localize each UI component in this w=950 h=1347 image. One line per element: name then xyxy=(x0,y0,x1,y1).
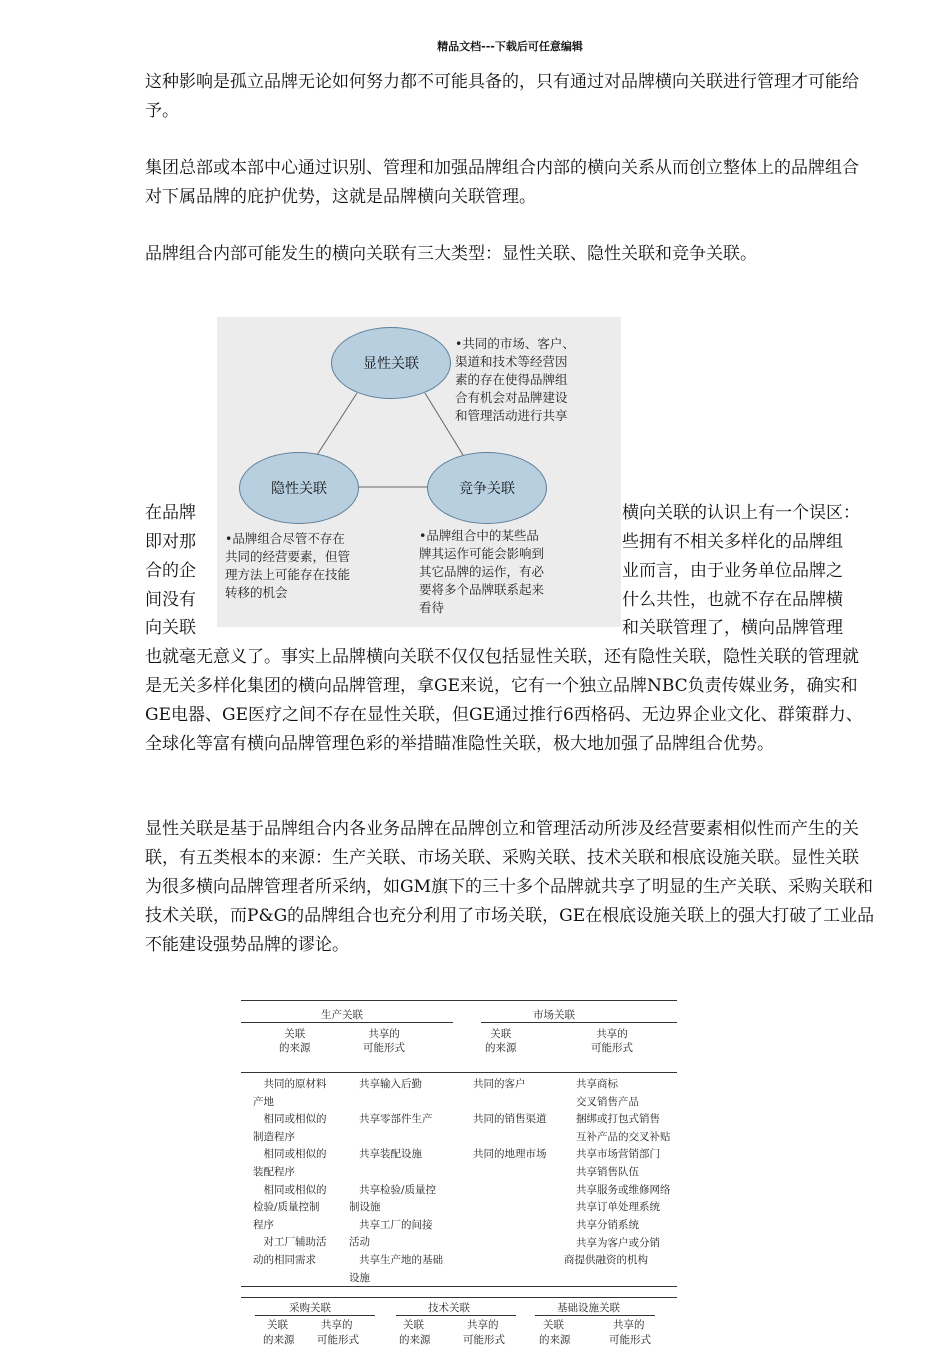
wrap-left-line-5: 向关联 xyxy=(145,618,196,638)
table-col-form-production: 共享的 可能形式 xyxy=(363,1028,405,1054)
table-col: 关联 xyxy=(403,1319,424,1331)
table-col-source-market: 关联 的来源 xyxy=(485,1028,517,1054)
table-rule xyxy=(255,1315,375,1316)
paragraph-3: 品牌组合内部可能发生的横向关联有三大类型：显性关联、隐性关联和竞争关联。 xyxy=(145,244,757,264)
production-source-cell: 相同或相似的 xyxy=(253,1148,327,1161)
note-implicit-relation: •品牌组合尽管不存在 共同的经营要素，但管 理方法上可能存在技能 转移的机会 xyxy=(225,531,351,600)
wrap-left-line-1: 在品牌 xyxy=(145,503,196,523)
page-header: 精品文档---下载后可任意编辑 xyxy=(437,40,583,53)
wrap-right-line-2: 些拥有不相关多样化的品牌组 xyxy=(622,532,843,552)
table-col: 共享的 xyxy=(613,1319,645,1331)
relation-table-figure xyxy=(231,999,686,1344)
production-source-cell: 制造程序 xyxy=(253,1130,295,1143)
production-form-cell: 制设施 xyxy=(349,1201,381,1214)
wrap-left-line-4: 间没有 xyxy=(145,590,196,610)
paragraph-2: 集团总部或本部中心通过识别、管理和加强品牌组合内部的横向关系从而创立整体上的品牌组合对下属品牌的庇护优势，这就是品牌横向关联管理。 xyxy=(145,158,859,207)
production-form-cell: 共享装配设施 xyxy=(359,1148,422,1161)
table-rule xyxy=(241,1297,677,1298)
production-form-cell: 共享输入后勤 xyxy=(359,1078,422,1090)
wrap-right-line-5: 和关联管理了，横向品牌管理 xyxy=(622,618,843,638)
market-form: 共享服务或维修网络 xyxy=(576,1184,671,1196)
production-source-cell: 装配程序 xyxy=(253,1166,295,1178)
wrap-left-line-2: 即对那 xyxy=(145,532,196,552)
table-title-market: 市场关联 xyxy=(533,1009,575,1021)
production-source-cell: 检验/质量控制 xyxy=(253,1201,320,1214)
table-title-infrastructure: 基础设施关联 xyxy=(557,1302,620,1314)
production-form-cell: 设施 xyxy=(349,1271,370,1284)
table-col-form-market: 共享的 可能形式 xyxy=(591,1028,633,1054)
market-form: 共享商标 xyxy=(576,1078,618,1090)
market-form: 捆绑或打包式销售 xyxy=(576,1113,660,1125)
market-form: 共享销售队伍 xyxy=(576,1166,639,1178)
table-col: 的来源 xyxy=(399,1334,431,1346)
market-form: 共享订单处理系统 xyxy=(576,1201,660,1213)
production-source-cell: 共同的原材料 xyxy=(253,1078,327,1090)
table-rule xyxy=(241,1072,677,1073)
production-form-cell: 活动 xyxy=(349,1236,370,1249)
table-rule xyxy=(535,1315,655,1316)
market-source: 共同的客户 xyxy=(473,1078,526,1090)
table-rule xyxy=(396,1315,516,1316)
production-source-cell: 对工厂辅助活 xyxy=(253,1236,327,1249)
wrap-right-line-3: 业而言，由于业务单位品牌之 xyxy=(622,561,843,581)
market-form: 共享市场营销部门 xyxy=(576,1148,660,1160)
production-form-cell: 共享零部件生产 xyxy=(359,1113,433,1126)
table-rule xyxy=(481,1022,677,1023)
table-col: 的来源 xyxy=(539,1334,571,1346)
relation-diagram xyxy=(217,317,621,627)
paragraph-6: 显性关联是基于品牌组合内各业务品牌在品牌创立和管理活动所涉及经营要素相似性而产生的关联，有五类根本的来源：生产关联、市场关联、采购关联、技术关联和根底设施关联。显性关联为很多横向品牌管理者所采纳，如GM旗下的三十多个品牌就共享了明显的生产关联、采购关联和技术关联，而P&G的品牌组合也充分利用了市场关联，GE在根底设施关联上的强大打破了工业品不能建设强势品牌的谬论。 xyxy=(145,819,875,955)
node-competitive-relation: 竞争关联 xyxy=(427,452,547,524)
wrap-right-line-4: 什么共性，也就不存在品牌横 xyxy=(622,590,843,610)
production-form-cell: 共享检验/质量控 xyxy=(359,1183,437,1196)
table-title-purchasing: 采购关联 xyxy=(289,1302,331,1314)
connector-explicit-implicit xyxy=(317,393,357,455)
market-source: 共同的销售渠道 xyxy=(473,1113,547,1125)
production-form-cell: 共享生产地的基础 xyxy=(359,1254,443,1266)
table-rule xyxy=(241,1286,677,1287)
wrap-right-line-1: 横向关联的认识上有一个误区： xyxy=(622,503,860,523)
table-title-technology: 技术关联 xyxy=(428,1302,470,1314)
production-source-cell: 相同或相似的 xyxy=(253,1183,327,1196)
table-rule xyxy=(241,1022,453,1023)
table-col: 可能形式 xyxy=(317,1334,359,1346)
table-col: 可能形式 xyxy=(609,1334,651,1346)
market-form: 共享为客户或分销 xyxy=(576,1237,660,1249)
market-form: 共享分销系统 xyxy=(576,1219,639,1231)
node-explicit-relation: 显性关联 xyxy=(331,327,451,399)
production-source-cell: 相同或相似的 xyxy=(253,1113,327,1126)
table-col: 共享的 xyxy=(467,1319,499,1331)
table-col: 关联 xyxy=(543,1319,564,1331)
market-form: 互补产品的交叉补贴 xyxy=(576,1131,671,1143)
production-source-cell: 程序 xyxy=(253,1218,274,1231)
table-rule xyxy=(241,1000,677,1001)
paragraph-5: 也就毫无意义了。事实上品牌横向关联不仅仅包括显性关联，还有隐性关联，隐性关联的管理就是无关多样化集团的横向品牌管理，拿GE来说，它有一个独立品牌NBC负责传媒业务，确实和GE电器、GE医疗之间不存在显性关联，但GE通过推行6西格码、无边界企业文化、群策群力、全球化等富有横向品牌管理色彩的举措瞄准隐性关联，极大地加强了品牌组合优势。 xyxy=(145,647,863,754)
market-source: 共同的地理市场 xyxy=(473,1148,547,1160)
paragraph-1: 这种影响是孤立品牌无论如何努力都不可能具备的，只有通过对品牌横向关联进行管理才可能给予。 xyxy=(145,72,859,121)
production-source-cell: 产地 xyxy=(253,1095,274,1108)
production-source-cell: 动的相同需求 xyxy=(253,1254,316,1266)
market-form: 交叉销售产品 xyxy=(576,1096,639,1108)
table-title-production: 生产关联 xyxy=(321,1009,363,1021)
note-competitive-relation: •品牌组合中的某些品 牌其运作可能会影响到 其它品牌的运作，有必 要将多个品牌联系起来 看待 xyxy=(419,528,545,615)
table-col: 可能形式 xyxy=(463,1334,505,1346)
table-col: 的来源 xyxy=(263,1334,295,1346)
table-col: 共享的 xyxy=(321,1319,353,1331)
node-implicit-relation: 隐性关联 xyxy=(239,452,359,524)
market-form: 商提供融资的机构 xyxy=(564,1254,648,1266)
note-explicit-relation: •共同的市场、客户、 渠道和技术等经营因 素的存在使得品牌组 合有机会对品牌建设 和管理活动进行共享 xyxy=(455,336,575,423)
table-col: 关联 xyxy=(267,1319,288,1331)
table-col-source-production: 关联 的来源 xyxy=(279,1028,311,1054)
production-form-cell: 共享工厂的间接 xyxy=(359,1218,433,1231)
wrap-left-line-3: 合的企 xyxy=(145,561,196,581)
